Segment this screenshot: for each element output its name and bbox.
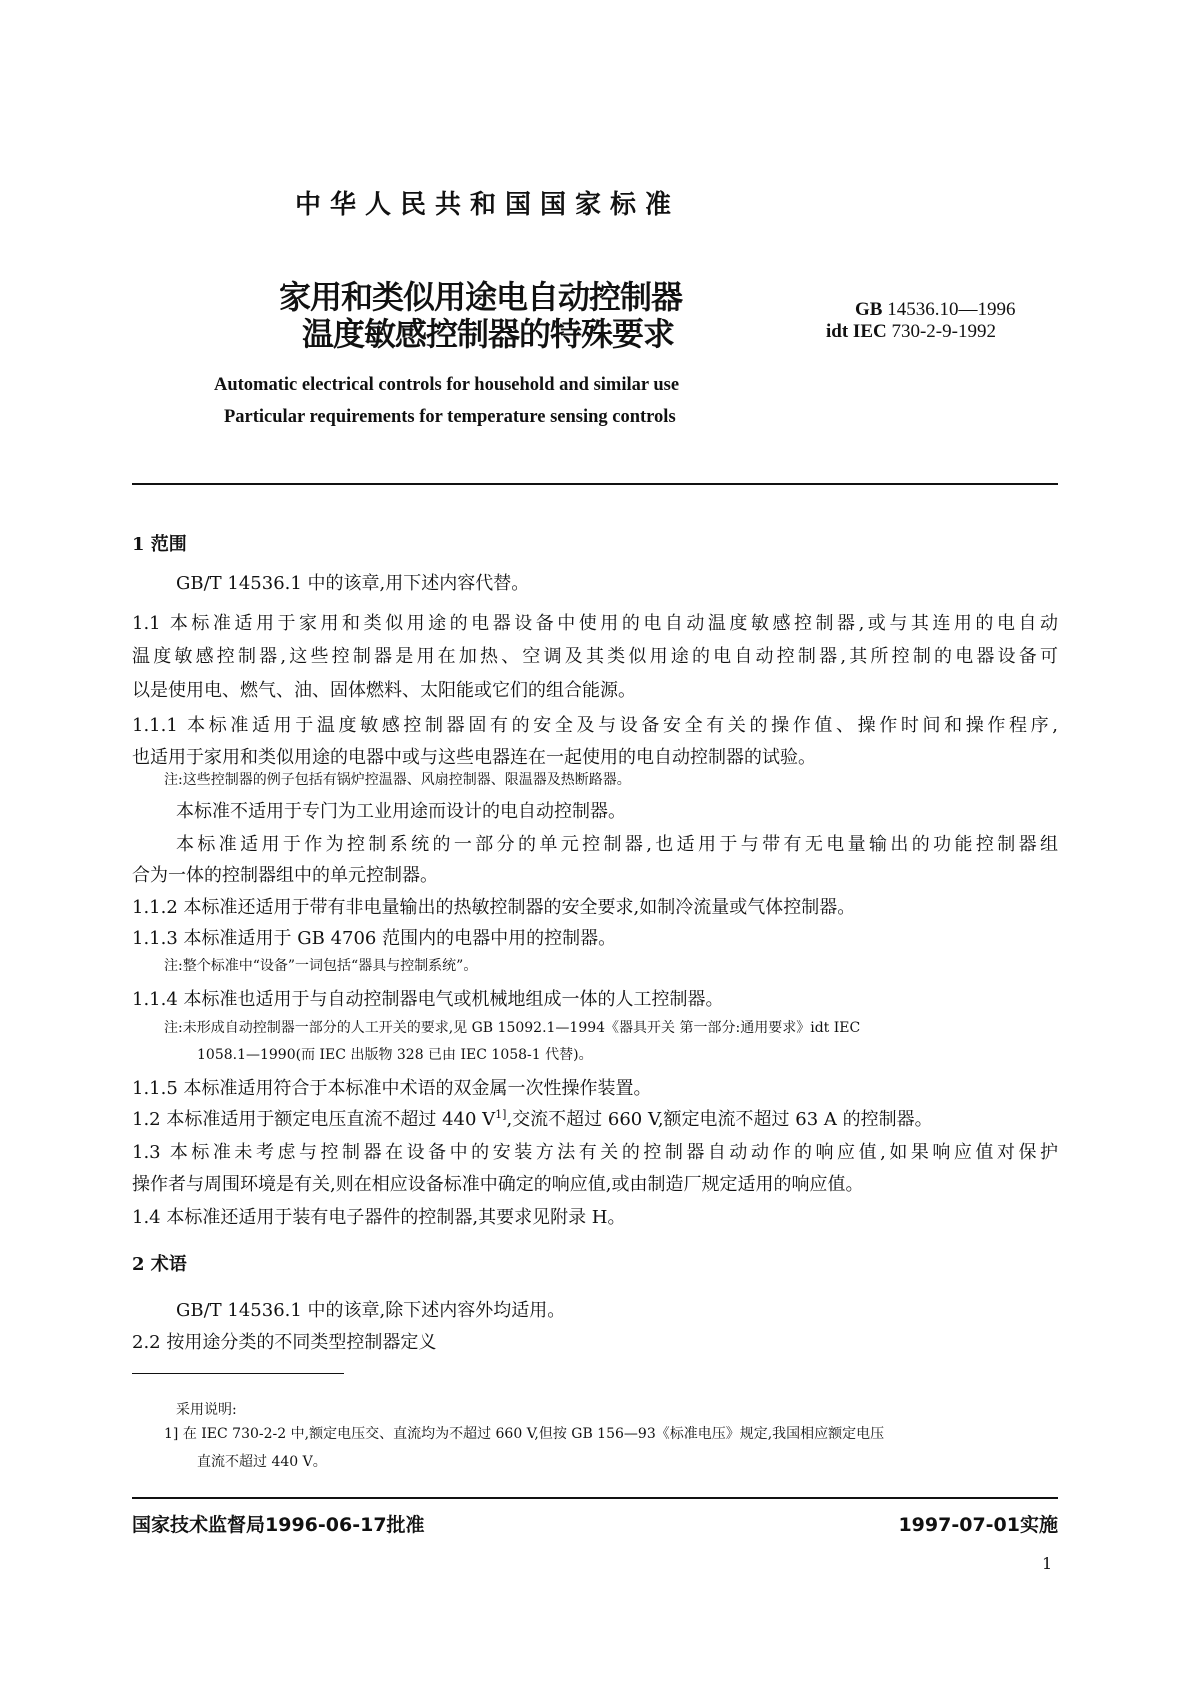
body-line: 合为一体的控制器组中的单元控制器。: [132, 865, 438, 886]
body-line: 2.2 按用途分类的不同类型控制器定义: [132, 1332, 437, 1353]
body-line: 1.1.2 本标准还适用于带有非电量输出的热敏控制器的安全要求,如制冷流量或气体控制器。: [132, 897, 856, 918]
body-line: 本标准适用于作为控制系统的一部分的单元控制器,也适用于与带有无电量输出的功能控制器组: [176, 834, 1058, 855]
body-line: 也适用于家用和类似用途的电器中或与这些电器连在一起使用的电自动控制器的试验。: [132, 747, 816, 768]
effective-date: 1997-07-01实施: [898, 1514, 1058, 1536]
body-line: 1.1.5 本标准适用符合于本标准中术语的双金属一次性操作装置。: [132, 1078, 652, 1099]
footnote-ref[interactable]: 1]: [495, 1108, 507, 1121]
note-line: 注:整个标准中“设备”一词包括“器具与控制系统”。: [164, 958, 478, 974]
body-line: 本标准不适用于专门为工业用途而设计的电自动控制器。: [176, 801, 626, 822]
header-divider: [132, 483, 1058, 485]
body-line: GB/T 14536.1 中的该章,用下述内容代替。: [176, 573, 530, 594]
note-line: 注:未形成自动控制器一部分的人工开关的要求,见 GB 15092.1—1994《器具开关 第一部分:通用要求》idt IEC: [164, 1020, 861, 1036]
page-number: 1: [1042, 1554, 1053, 1573]
body-line: 1.1.1 本标准适用于温度敏感控制器固有的安全及与设备安全有关的操作值、操作时间和操作程序,: [132, 715, 1058, 736]
footer-divider: [132, 1497, 1058, 1499]
body-text: ,交流不超过 660 V,额定电流不超过 63 A 的控制器。: [506, 1109, 933, 1130]
note-line: 注:这些控制器的例子包括有锅炉控温器、风扇控制器、限温器及热断路器。: [164, 772, 631, 788]
body-line: GB/T 14536.1 中的该章,除下述内容外均适用。: [176, 1300, 566, 1321]
footnote-line: 1] 在 IEC 730-2-2 中,额定电压交、直流均为不超过 660 V,但按 GB 156—93《标准电压》规定,我国相应额定电压: [164, 1426, 885, 1442]
idt-prefix: idt IEC: [826, 321, 887, 342]
body-line: 1.1.4 本标准也适用于与自动控制器电气或机械地组成一体的人工控制器。: [132, 989, 724, 1010]
footnote-label: 采用说明:: [176, 1402, 237, 1418]
section1-heading: 1 范围: [132, 534, 187, 555]
title-cn-line2: 温度敏感控制器的特殊要求: [302, 315, 675, 353]
body-line: 操作者与周围环境是有关,则在相应设备标准中确定的响应值,或由制造厂规定适用的响应值。: [132, 1174, 864, 1195]
title-cn-line1: 家用和类似用途电自动控制器: [279, 278, 683, 316]
section2-heading: 2 术语: [132, 1254, 187, 1275]
body-line: 1.1.3 本标准适用于 GB 4706 范围内的电器中用的控制器。: [132, 928, 617, 949]
idt-number: 730-2-9-1992: [891, 321, 996, 342]
body-line: 1.1 本标准适用于家用和类似用途的电器设备中使用的电自动温度敏感控制器,或与其连用的电自动: [132, 613, 1058, 634]
body-line: 1.4 本标准还适用于装有电子器件的控制器,其要求见附录 H。: [132, 1207, 626, 1228]
body-line: 温度敏感控制器,这些控制器是用在加热、空调及其类似用途的电自动控制器,其所控制的电器设备可: [132, 646, 1058, 667]
body-line: [132, 1105, 933, 1131]
body-line: 以是使用电、燃气、油、固体燃料、太阳能或它们的组合能源。: [132, 680, 636, 701]
footnote-line: 直流不超过 440 V。: [197, 1454, 327, 1470]
code-prefix: GB: [855, 299, 883, 320]
title-en-line2: Particular requirements for temperature sensing controls: [224, 407, 676, 427]
standard-type: 中华人民共和国国家标准: [295, 190, 681, 220]
code-number: 14536.10—1996: [887, 299, 1016, 320]
idt-code: [826, 321, 996, 343]
note-line: 1058.1—1990(而 IEC 出版物 328 已由 IEC 1058-1 代替)。: [197, 1047, 593, 1063]
body-line: 1.3 本标准未考虑与控制器在设备中的安装方法有关的控制器自动动作的响应值,如果响应值对保护: [132, 1142, 1058, 1163]
title-en-line1: Automatic electrical controls for household and similar use: [214, 375, 680, 395]
footnote-divider: [132, 1373, 344, 1374]
standard-code: [855, 299, 1015, 321]
body-text: 1.2 本标准适用于额定电压直流不超过 440 V: [132, 1109, 496, 1130]
approval-date: 国家技术监督局1996-06-17批准: [132, 1514, 425, 1536]
